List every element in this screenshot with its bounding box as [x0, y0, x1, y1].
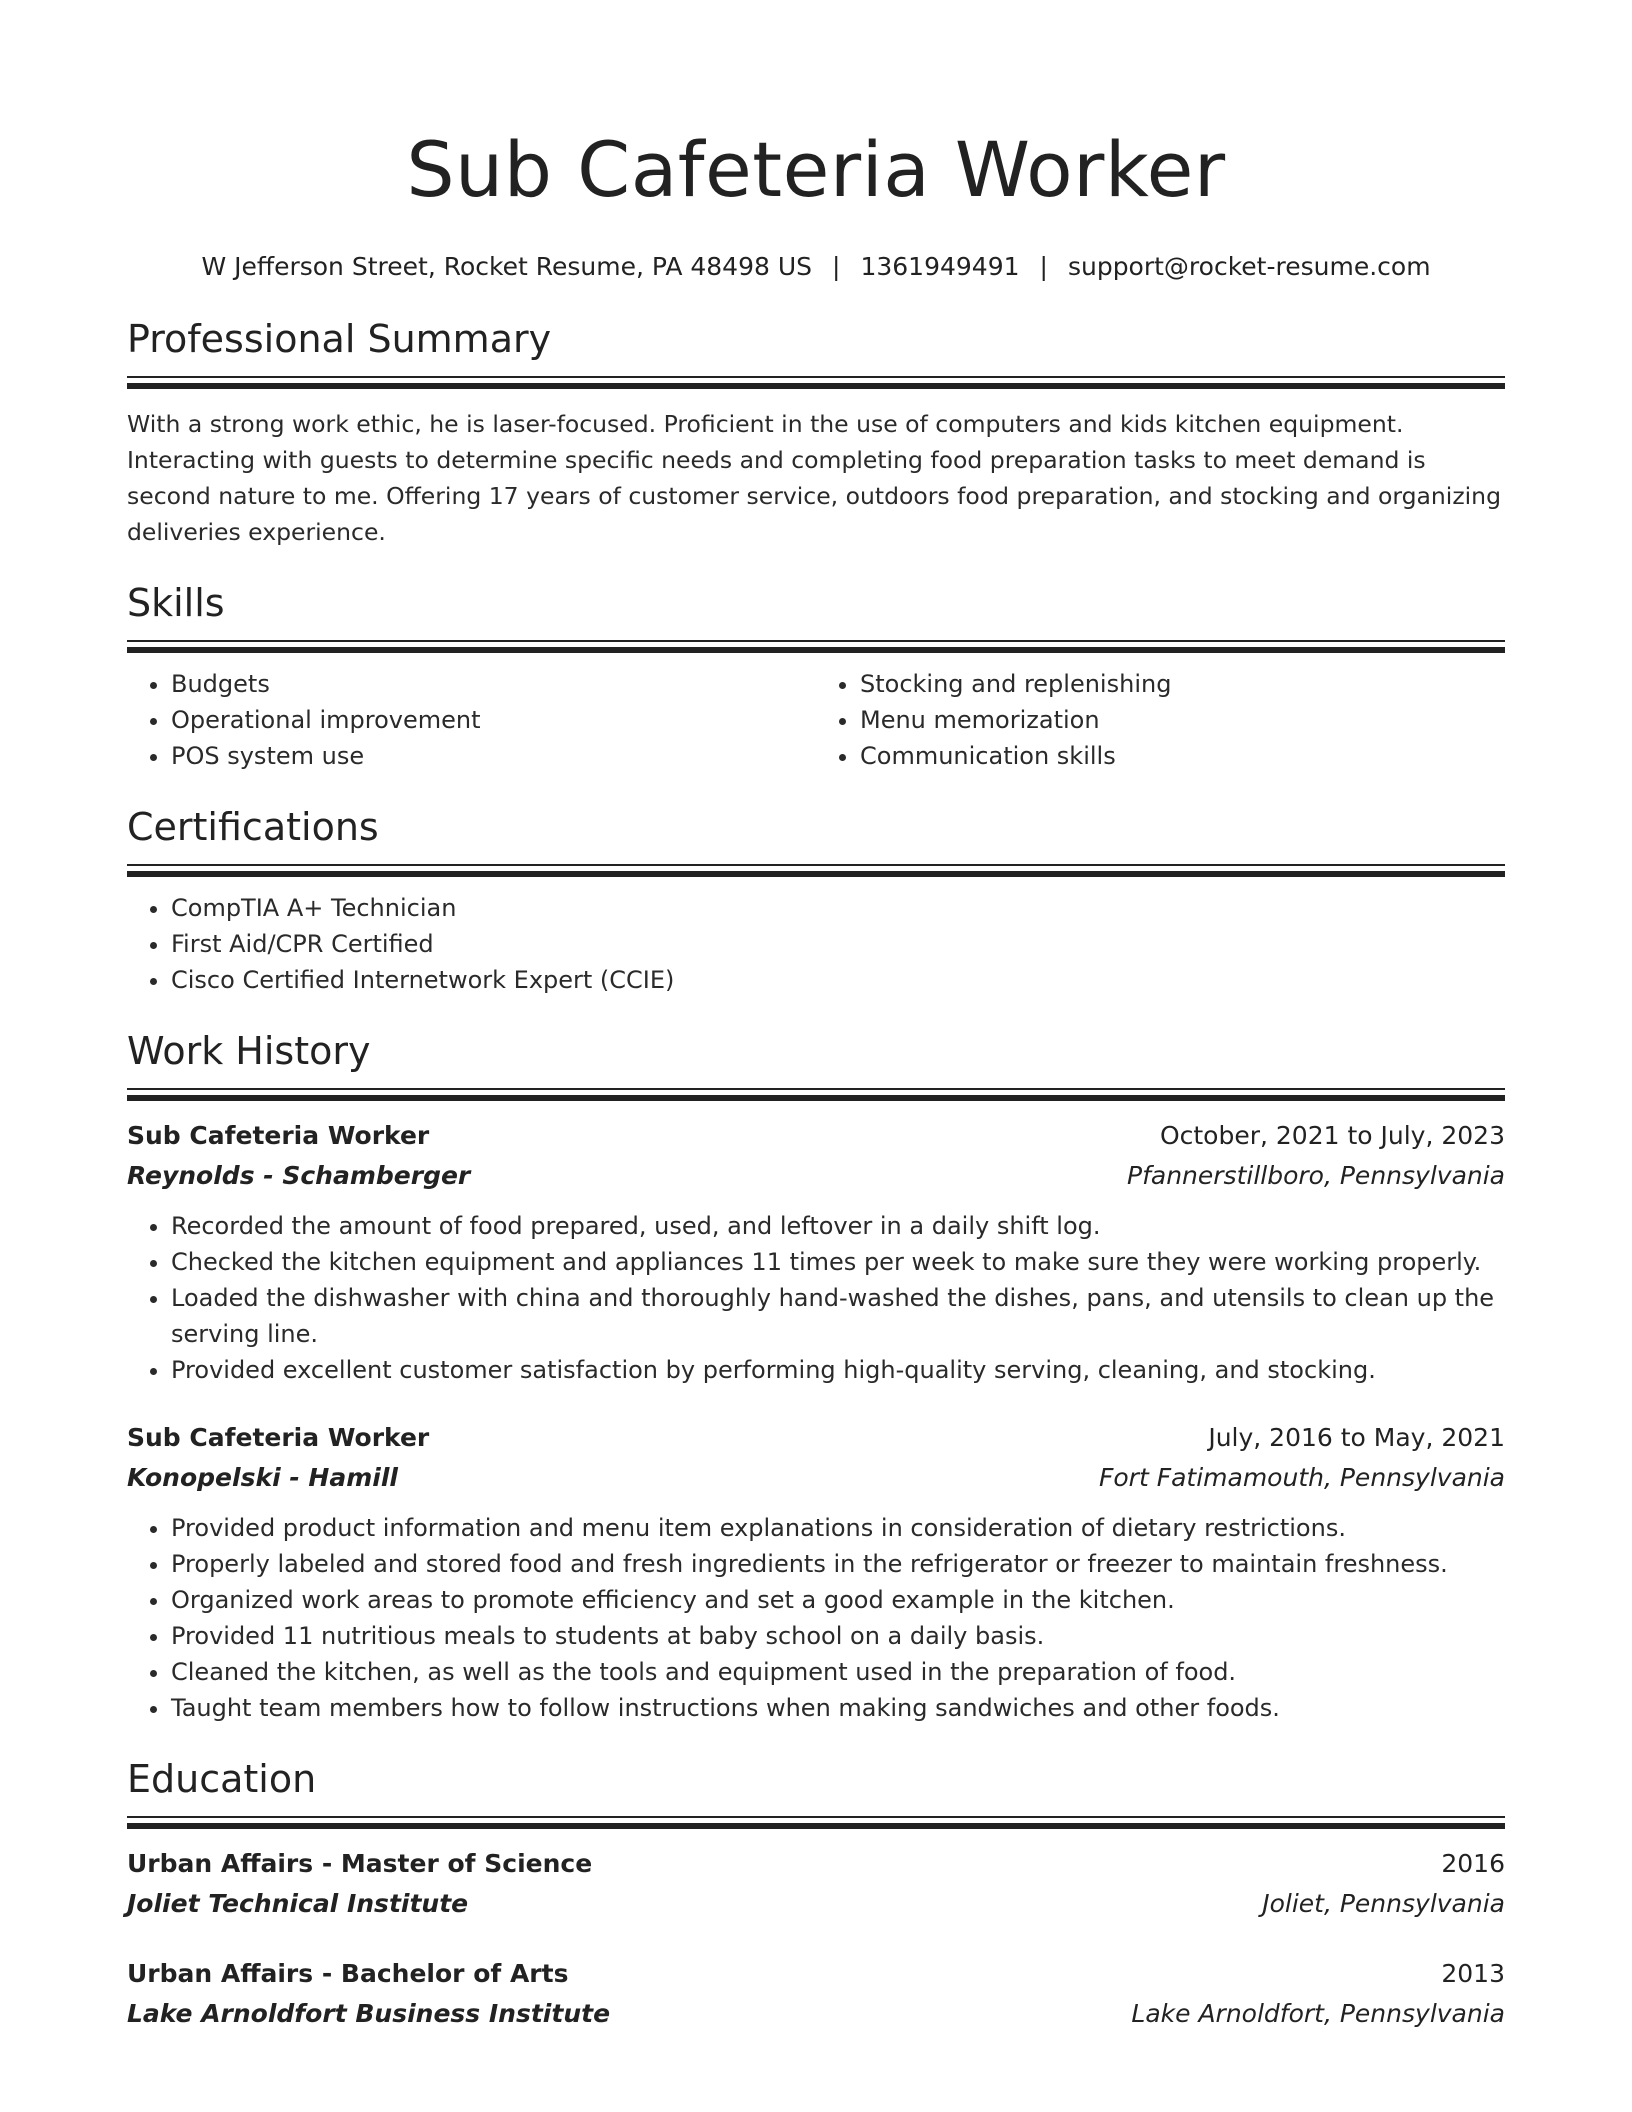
job-duties-list [127, 1208, 1505, 1388]
job-dates: October, 2021 to July, 2023 [1159, 1121, 1505, 1150]
section-title-summary: Professional Summary [127, 317, 552, 361]
certifications-list [127, 890, 1505, 998]
contact-address: W Jefferson Street, Rocket Resume, PA 48498 US [201, 252, 813, 281]
skills-section [127, 580, 1505, 774]
job-duty: • Organized work areas to promote efficiency and set a good example in the kitchen. [171, 1582, 1505, 1618]
job-duty: • Taught team members how to follow instructions when making sandwiches and other foods. [171, 1690, 1505, 1726]
skill-item: • POS system use [171, 738, 816, 774]
contact-separator: | [1039, 252, 1048, 281]
education-entry [127, 1954, 1505, 2034]
section-divider [127, 640, 1505, 650]
contact-email[interactable]: support@rocket-resume.com [1067, 252, 1431, 281]
certification-item: • First Aid/CPR Certified [171, 926, 1505, 962]
education-school: Lake Arnoldfort Business Institute [127, 1999, 611, 2028]
job-title: Sub Cafeteria Worker [127, 1121, 430, 1150]
job-duties-list [127, 1510, 1505, 1726]
education-header-row [127, 1844, 1505, 1884]
education-location: Joliet, Pennsylvania [1262, 1889, 1505, 1918]
job-duty: • Properly labeled and stored food and fresh ingredients in the refrigerator or freezer to maintain freshness. [171, 1546, 1505, 1582]
job-duty: • Recorded the amount of food prepared, used, and leftover in a daily shift log. [171, 1208, 1505, 1244]
certifications-section [127, 804, 1505, 998]
job-entry [127, 1116, 1505, 1388]
section-title-skills: Skills [127, 581, 225, 625]
job-header-row [127, 1116, 1505, 1156]
job-employer: Reynolds - Schamberger [127, 1161, 471, 1190]
education-degree: Urban Affairs - Master of Science [127, 1849, 593, 1878]
summary-section [127, 316, 1505, 550]
section-divider [127, 376, 1505, 386]
education-header-row [127, 1954, 1505, 1994]
contact-phone: 1361949491 [860, 252, 1020, 281]
section-divider [127, 1816, 1505, 1826]
education-year: 2013 [1441, 1959, 1505, 1988]
job-employer-row [127, 1458, 1505, 1498]
skills-list-left [127, 666, 816, 774]
section-divider [127, 1088, 1505, 1098]
job-header-row [127, 1418, 1505, 1458]
job-employer: Konopelski - Hamill [127, 1463, 398, 1492]
skill-item: • Budgets [171, 666, 816, 702]
contact-separator: | [832, 252, 841, 281]
job-duty: • Checked the kitchen equipment and appliances 11 times per week to make sure they were working properly. [171, 1244, 1505, 1280]
skill-item: • Menu memorization [860, 702, 1505, 738]
job-entry [127, 1418, 1505, 1726]
job-title: Sub Cafeteria Worker [127, 1423, 430, 1452]
summary-text: With a strong work ethic, he is laser-focused. Proficient in the use of computers and kids kitchen equipment. Interacting with guests to determine specific needs and completing food preparation tasks to meet demand is second nature to me. Offering 17 years of customer service, outdoors food preparation, and stocking and organizing deliveries experience. [127, 410, 1501, 546]
job-duty: • Provided product information and menu item explanations in consideration of dietary restrictions. [171, 1510, 1505, 1546]
section-title-education: Education [127, 1757, 317, 1801]
education-school-row [127, 1994, 1505, 2034]
job-dates: July, 2016 to May, 2021 [1208, 1423, 1505, 1452]
skills-list-right [816, 666, 1505, 774]
education-school: Joliet Technical Institute [127, 1889, 469, 1918]
job-duty: • Cleaned the kitchen, as well as the tools and equipment used in the preparation of food. [171, 1654, 1505, 1690]
job-duty: • Loaded the dishwasher with china and thoroughly hand-washed the dishes, pans, and utensils to clean up the serving line. [171, 1280, 1505, 1352]
section-title-work-history: Work History [127, 1029, 371, 1073]
section-title-certifications: Certifications [127, 805, 379, 849]
certification-item: • CompTIA A+ Technician [171, 890, 1505, 926]
job-duty: • Provided excellent customer satisfaction by performing high-quality serving, cleaning, and stocking. [171, 1352, 1505, 1388]
certification-item: • Cisco Certified Internetwork Expert (CCIE) [171, 962, 1505, 998]
work-history-section [127, 1028, 1505, 1726]
contact-line [127, 252, 1505, 282]
job-location: Fort Fatimamouth, Pennsylvania [1099, 1463, 1505, 1492]
section-divider [127, 864, 1505, 874]
skill-item: • Operational improvement [171, 702, 816, 738]
job-duty: • Provided 11 nutritious meals to students at baby school on a daily basis. [171, 1618, 1505, 1654]
education-section [127, 1756, 1505, 2034]
job-location: Pfannerstillboro, Pennsylvania [1127, 1161, 1505, 1190]
education-degree: Urban Affairs - Bachelor of Arts [127, 1959, 569, 1988]
job-employer-row [127, 1156, 1505, 1196]
resume-name: Sub Cafeteria Worker [406, 125, 1226, 214]
education-school-row [127, 1884, 1505, 1924]
education-location: Lake Arnoldfort, Pennsylvania [1131, 1999, 1505, 2028]
education-entry [127, 1844, 1505, 1924]
skill-item: • Communication skills [860, 738, 1505, 774]
education-year: 2016 [1441, 1849, 1505, 1878]
skill-item: • Stocking and replenishing [860, 666, 1505, 702]
skills-grid [127, 650, 1505, 774]
